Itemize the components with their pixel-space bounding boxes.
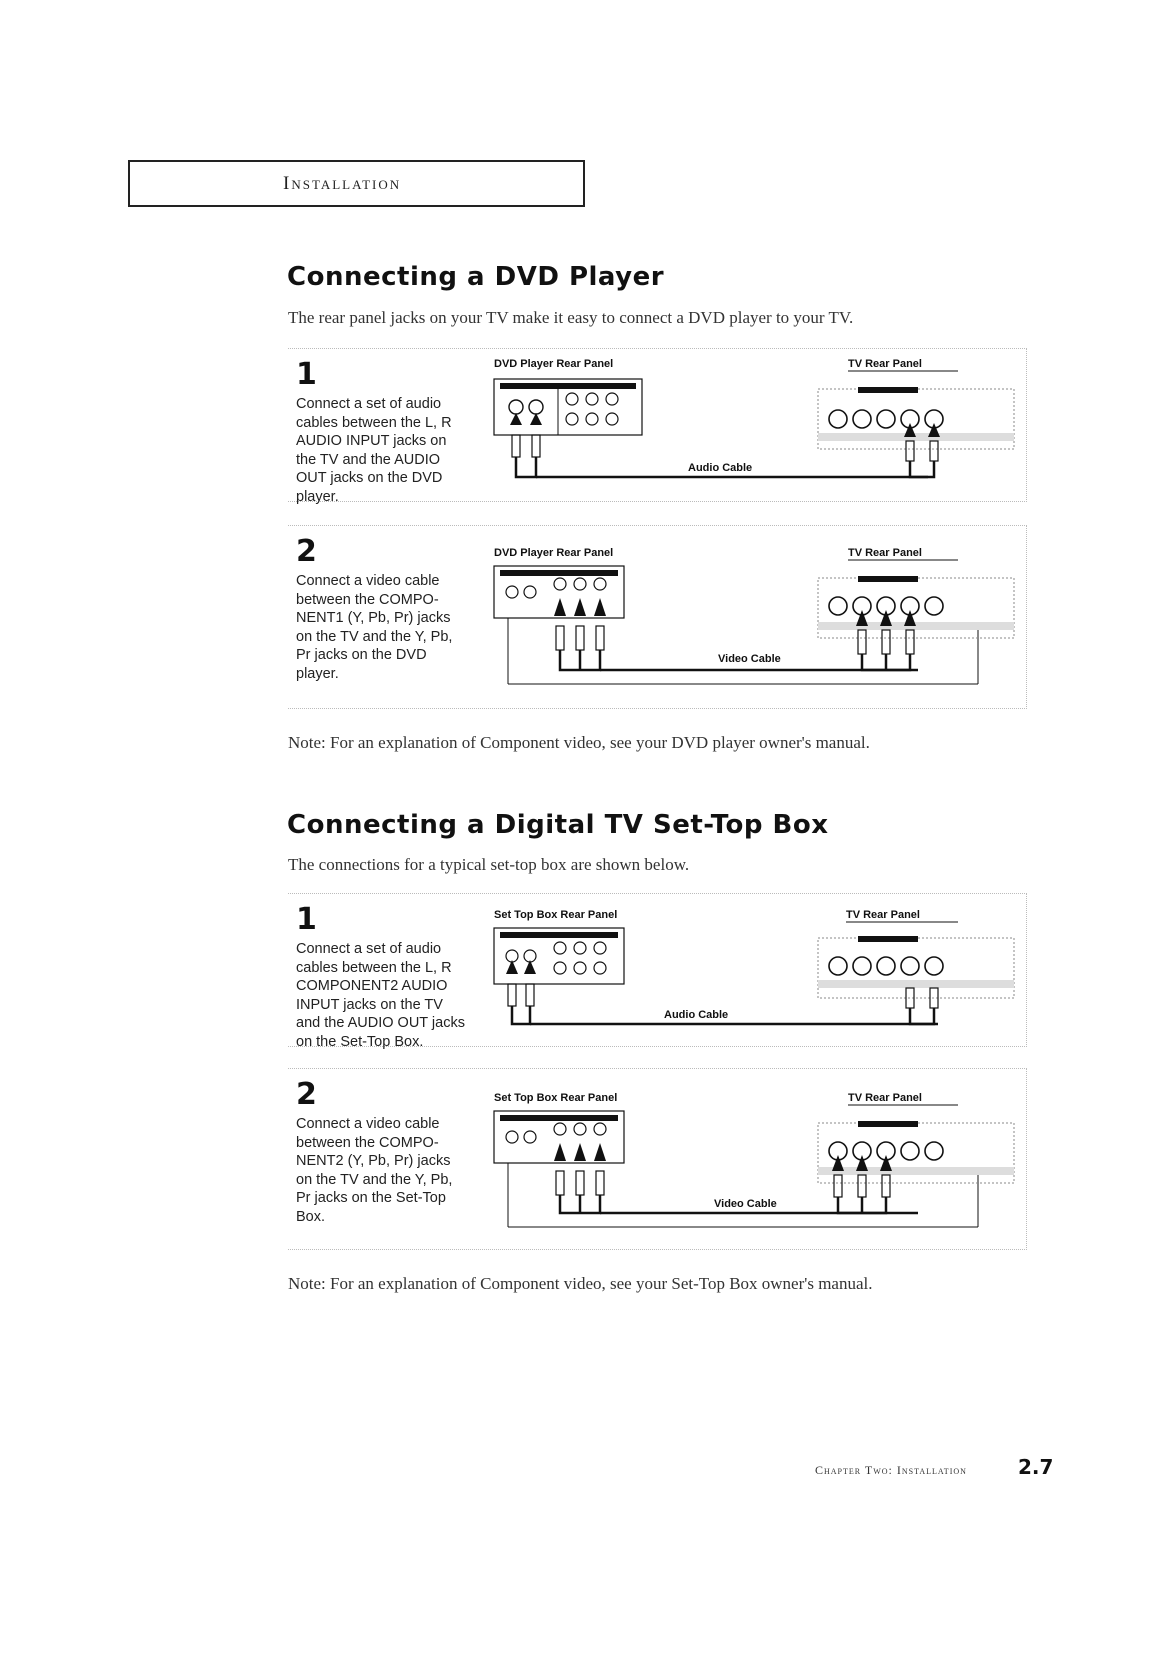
step-instructions: Connect a set of audio cables between the L, R AUDIO INPUT jacks on the TV and the AUDIO OUT jacks on the DVD player. xyxy=(296,396,452,505)
step-instructions: Connect a video cable between the COMPO- NENT1 (Y, Pb, Pr) jacks on the TV and the Y, Pb, Pr jacks on the DVD player. xyxy=(296,573,453,682)
video-connection-diagram xyxy=(488,1069,1020,1249)
stb-section-title: Connecting a Digital TV Set-Top Box xyxy=(287,810,829,840)
section-header-label: Installation xyxy=(283,173,402,194)
dvd-step-2 xyxy=(288,525,1027,709)
cable-label: Audio Cable xyxy=(688,462,753,474)
video-connection-diagram xyxy=(488,526,1020,708)
arrow-up-icon xyxy=(506,960,518,974)
tv-panel-label: TV Rear Panel xyxy=(848,358,922,370)
step-number: 2 xyxy=(296,534,317,569)
dvd-section-title: Connecting a DVD Player xyxy=(287,262,665,292)
arrow-up-icon xyxy=(856,1155,868,1171)
source-panel-label: Set Top Box Rear Panel xyxy=(494,909,618,921)
dvd-note: Note: For an explanation of Component video, see your DVD player owner's manual. xyxy=(288,733,870,752)
arrow-up-icon xyxy=(554,1143,566,1161)
arrow-up-icon xyxy=(904,610,916,626)
arrow-up-icon xyxy=(554,598,566,616)
dvd-step-1 xyxy=(288,348,1027,505)
cable-label: Video Cable xyxy=(718,653,781,665)
arrow-up-icon xyxy=(880,1155,892,1171)
arrow-up-icon xyxy=(594,598,606,616)
source-panel-label: DVD Player Rear Panel xyxy=(494,358,614,370)
footer-chapter: Chapter Two: Installation xyxy=(815,1463,967,1477)
audio-connection-diagram xyxy=(488,349,1020,501)
step-instructions: Connect a video cable between the COMPO- NENT2 (Y, Pb, Pr) jacks on the TV and the Y, Pb, Pr jacks on the Set-Top Box. xyxy=(296,1116,453,1225)
tv-panel-label: TV Rear Panel xyxy=(848,547,922,559)
source-panel-label: DVD Player Rear Panel xyxy=(494,547,614,559)
stb-note: Note: For an explanation of Component video, see your Set-Top Box owner's manual. xyxy=(288,1274,873,1293)
arrow-up-icon xyxy=(928,423,940,437)
source-panel-label: Set Top Box Rear Panel xyxy=(494,1092,618,1104)
arrow-up-icon xyxy=(904,423,916,437)
arrow-up-icon xyxy=(594,1143,606,1161)
arrow-up-icon xyxy=(530,413,542,425)
stb-section-intro: The connections for a typical set-top box are shown below. xyxy=(288,855,690,874)
tv-panel-label: TV Rear Panel xyxy=(848,1092,922,1104)
page-number: 2.7 xyxy=(1018,1455,1054,1479)
arrow-up-icon xyxy=(856,610,868,626)
stb-step-2 xyxy=(288,1068,1027,1250)
arrow-up-icon xyxy=(510,413,522,425)
step-instructions: Connect a set of audio cables between the L, R COMPONENT2 AUDIO INPUT jacks on the TV and the AUDIO OUT jacks on the Set-Top Box. xyxy=(296,941,465,1050)
tv-panel-label: TV Rear Panel xyxy=(846,909,920,921)
arrow-up-icon xyxy=(880,610,892,626)
section-header-box xyxy=(128,160,585,207)
stb-step-1 xyxy=(288,893,1027,1050)
cable-label: Video Cable xyxy=(714,1198,777,1210)
audio-connection-diagram xyxy=(488,894,1020,1046)
step-number: 1 xyxy=(296,357,317,392)
arrow-up-icon xyxy=(574,1143,586,1161)
step-number: 1 xyxy=(296,902,317,937)
arrow-up-icon xyxy=(832,1155,844,1171)
cable-label: Audio Cable xyxy=(664,1009,729,1021)
step-number: 2 xyxy=(296,1077,317,1112)
dvd-section-intro: The rear panel jacks on your TV make it easy to connect a DVD player to your TV. xyxy=(288,308,854,327)
arrow-up-icon xyxy=(524,960,536,974)
arrow-up-icon xyxy=(574,598,586,616)
